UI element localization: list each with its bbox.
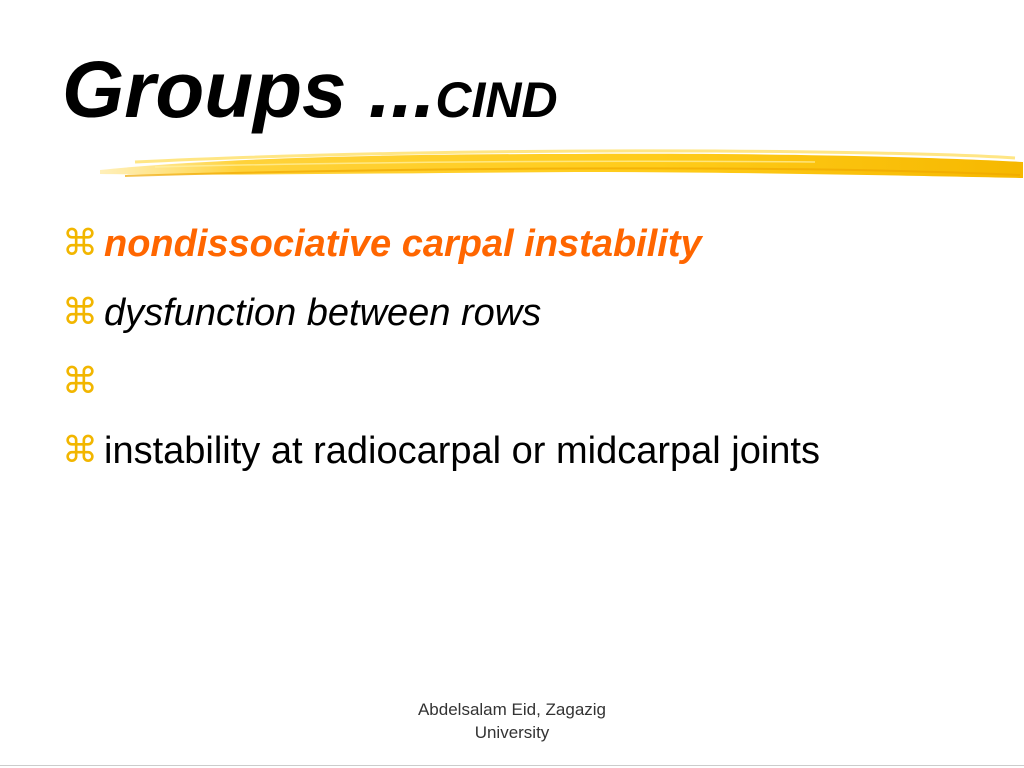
bullet-item: [62, 218, 962, 270]
bullet-item: [62, 287, 962, 339]
slide-title: [62, 45, 558, 134]
slide-footer: [382, 698, 642, 744]
bullet-item: [62, 425, 962, 477]
bottom-divider: [0, 765, 1024, 766]
title-underline-brush-stroke: [95, 140, 1024, 190]
command-key-bullet-icon: ⌘: [62, 361, 98, 402]
command-key-bullet-icon: ⌘: [62, 292, 98, 333]
bullet-item: [62, 356, 962, 408]
command-key-bullet-icon: ⌘: [62, 223, 98, 264]
bullet-text: nondissociative carpal instability: [104, 223, 702, 265]
bullet-text: dysfunction between rows: [104, 292, 542, 334]
bullet-list: [62, 218, 962, 494]
footer-author: Abdelsalam Eid, Zagazig: [417, 700, 607, 719]
footer-institution: University: [474, 723, 550, 742]
bullet-text: instability at radiocarpal or midcarpal joints: [104, 430, 820, 472]
slide-title-suffix: CIND: [435, 72, 558, 128]
command-key-bullet-icon: ⌘: [62, 430, 98, 471]
slide-title-main: Groups ...: [62, 45, 436, 134]
